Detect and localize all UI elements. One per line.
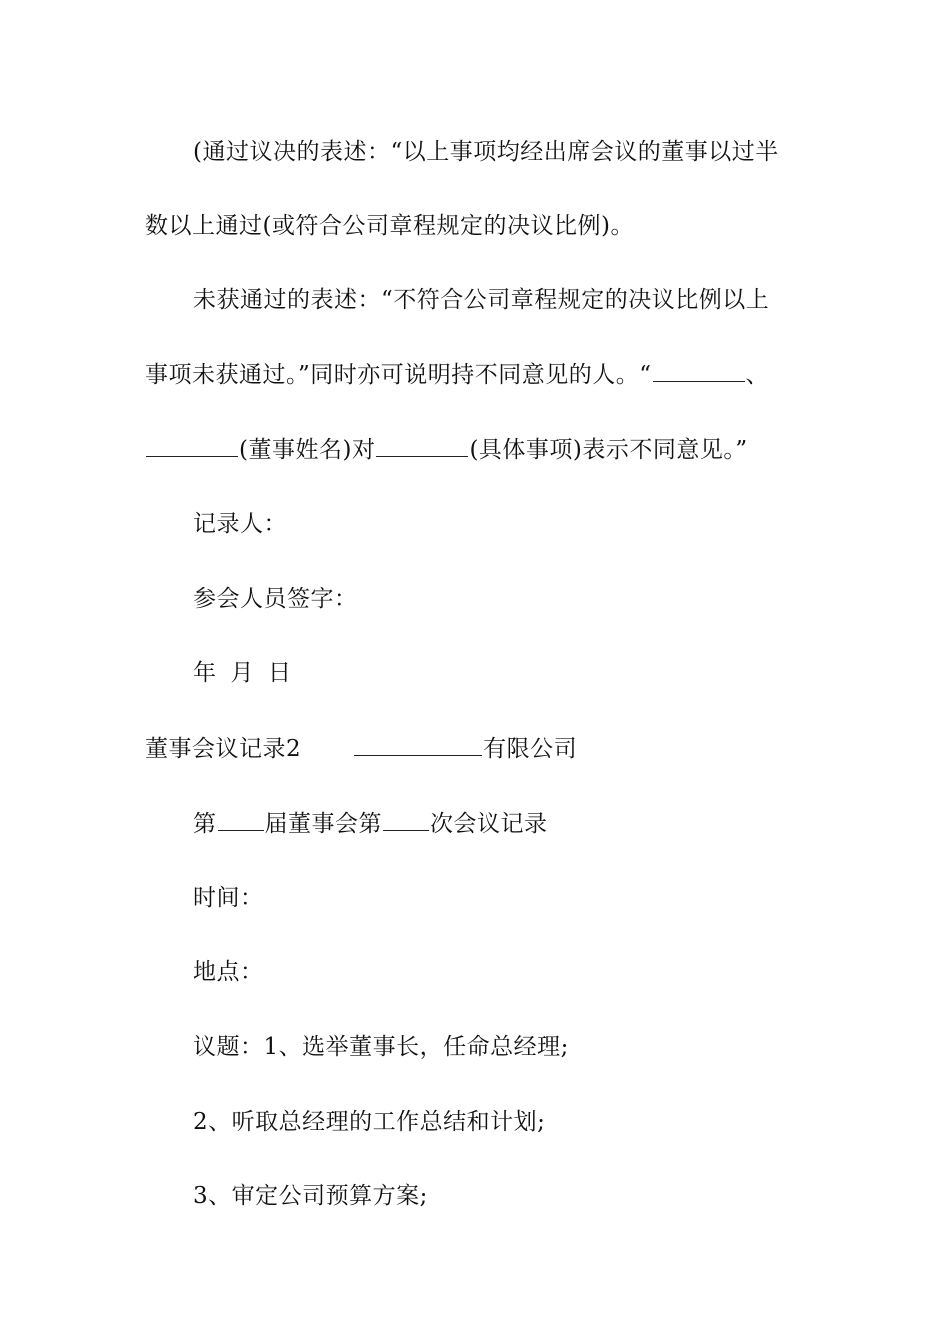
enumeration-comma: 、 xyxy=(745,362,770,388)
resolution-failed-text-segment: 事项未获通过。”同时亦可说明持不同意见的人。“ xyxy=(145,362,652,388)
section-title: 董事会议记录2 xyxy=(145,736,302,762)
date-day: 日 xyxy=(268,660,292,686)
blank-line xyxy=(354,733,482,756)
signatures-label: 参会人员签字： xyxy=(193,586,358,612)
time-label: 时间： xyxy=(193,885,264,911)
resolution-failed-text-line-2 xyxy=(145,359,825,390)
session-text-3: 次会议记录 xyxy=(430,811,548,837)
date-line xyxy=(193,658,825,688)
session-text-2: 届董事会第 xyxy=(264,811,382,837)
blank-line xyxy=(653,359,745,382)
blank-line xyxy=(218,808,264,831)
blank-line xyxy=(383,808,429,831)
blank-line xyxy=(376,434,468,457)
date-month: 月 xyxy=(230,660,254,686)
resolution-failed-text-line-1: 未获通过的表述：“不符合公司章程规定的决议比例以上 xyxy=(193,287,770,313)
agenda-item-1: 议题：1、选举董事长，任命总经理; xyxy=(193,1034,569,1060)
resolution-failed-text-line-3 xyxy=(145,434,825,465)
section-heading-line xyxy=(145,733,825,764)
recorder-label: 记录人： xyxy=(193,511,287,537)
specific-matter-label: (具体事项)表示不同意见。” xyxy=(469,437,748,463)
director-name-label: (董事姓名)对 xyxy=(239,437,376,463)
agenda-item-3: 3、审定公司预算方案; xyxy=(193,1183,428,1209)
company-suffix: 有限公司 xyxy=(483,736,578,762)
resolution-passed-text-line-2: 数以上通过(或符合公司章程规定的决议比例)。 xyxy=(145,213,634,239)
session-title-line xyxy=(193,808,825,839)
place-label: 地点： xyxy=(193,959,264,985)
date-year: 年 xyxy=(193,660,217,686)
resolution-passed-text-line-1: (通过议决的表述：“以上事项均经出席会议的董事以过半 xyxy=(193,139,779,165)
session-text-1: 第 xyxy=(193,811,217,837)
blank-line xyxy=(146,434,238,457)
agenda-item-2: 2、听取总经理的工作总结和计划; xyxy=(193,1109,546,1135)
